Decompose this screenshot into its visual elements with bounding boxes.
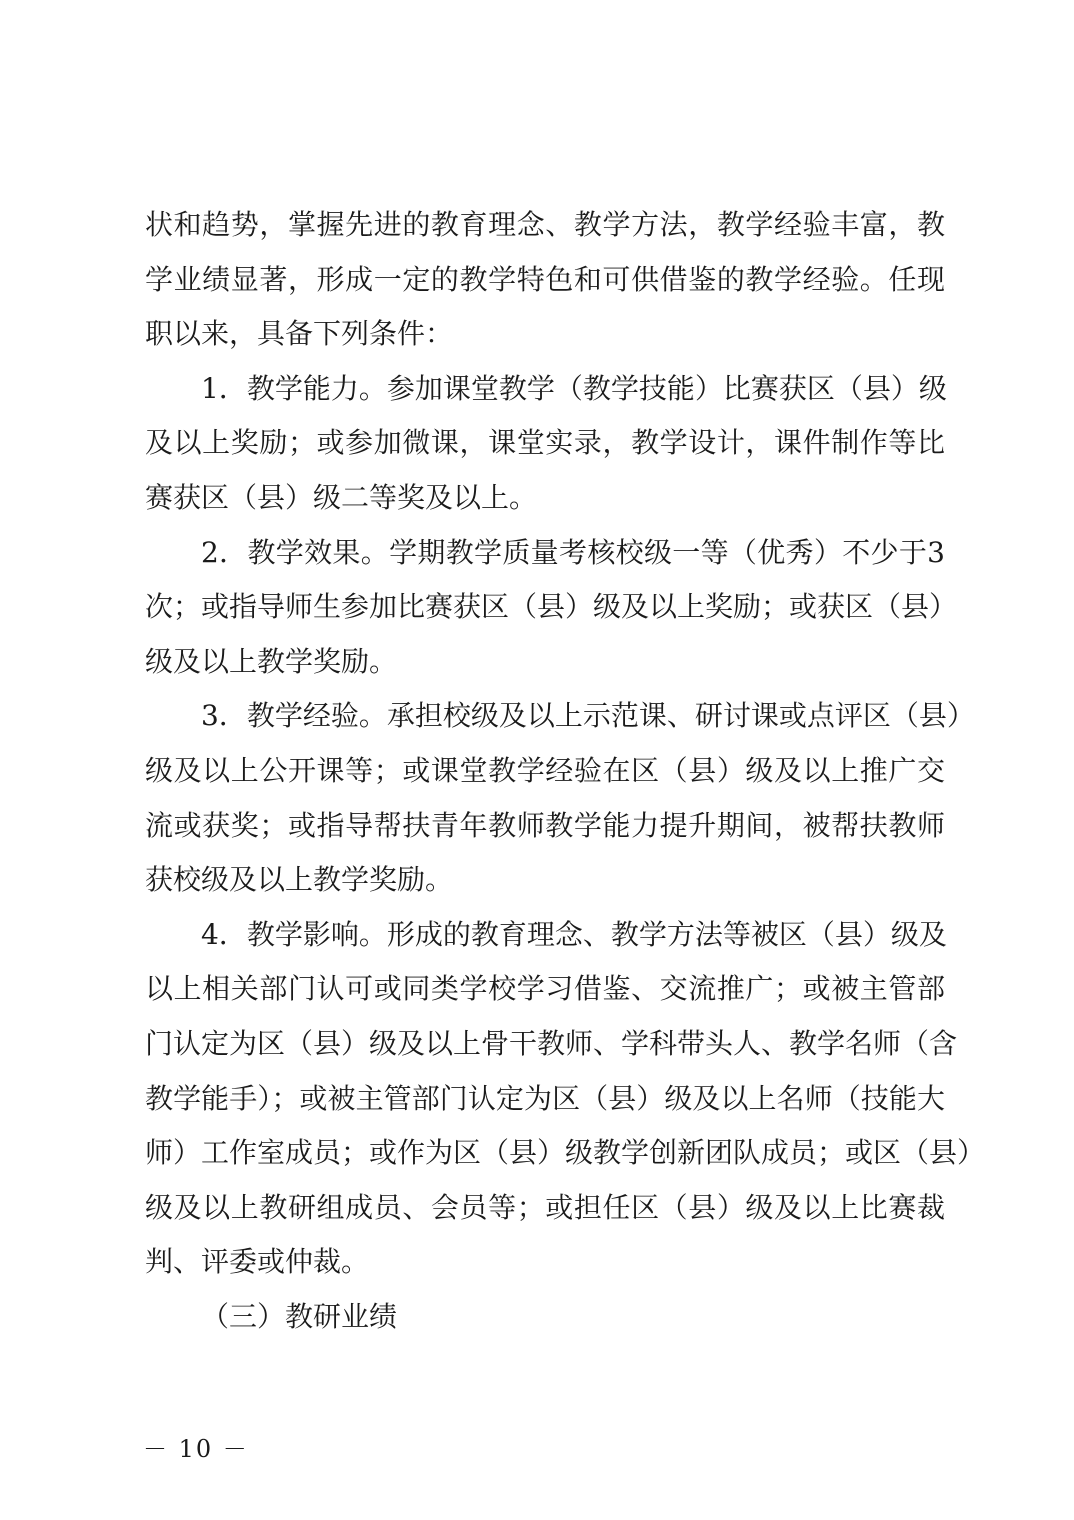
text-line: 学业绩显著，形成一定的教学特色和可供借鉴的教学经验。任现: [145, 262, 945, 296]
text-line: 级及以上公开课等；或课堂教学经验在区（县）级及以上推广交: [145, 753, 945, 787]
section-heading: （三）教研业绩: [201, 1299, 398, 1333]
text-line: 及以上奖励；或参加微课，课堂实录，教学设计，课件制作等比: [145, 426, 945, 460]
text-line: 次；或指导师生参加比赛获区（县）级及以上奖励；或获区（县）: [145, 590, 958, 624]
text-line: 门认定为区（县）级及以上骨干教师、学科带头人、教学名师（含: [145, 1026, 958, 1060]
item-2-start: 2．教学效果。学期教学质量考核校级一等（优秀）不少于3: [201, 535, 945, 569]
text-line: 状和趋势，掌握先进的教育理念、教学方法，教学经验丰富，教: [145, 208, 945, 241]
text-line: 流或获奖；或指导帮扶青年教师教学能力提升期间，被帮扶教师: [145, 808, 945, 842]
text-line: 级及以上教学奖励。: [145, 644, 398, 678]
text-line: 赛获区（县）级二等奖及以上。: [145, 480, 538, 514]
document-body: [145, 198, 986, 1344]
text-line: 教学能手）；或被主管部门认定为区（县）级及以上名师（技能大: [145, 1081, 945, 1115]
item-1-start: 1．教学能力。参加课堂教学（教学技能）比赛获区（县）级: [201, 371, 947, 405]
text-line: 获校级及以上教学奖励。: [145, 863, 454, 897]
item-3-start: 3．教学经验。承担校级及以上示范课、研讨课或点评区（县）: [201, 699, 975, 733]
text-line: 级及以上教研组成员、会员等；或担任区（县）级及以上比赛裁: [145, 1190, 945, 1224]
item-4-start: 4．教学影响。形成的教育理念、教学方法等被区（县）级及: [201, 917, 947, 951]
text-line: 职以来，具备下列条件：: [145, 317, 454, 351]
text-line: 师）工作室成员；或作为区（县）级教学创新团队成员；或区（县）: [145, 1136, 986, 1170]
page-number: － 10 －: [143, 1435, 249, 1463]
text-line: 判、评委或仲裁。: [145, 1245, 370, 1279]
text-line: 以上相关部门认可或同类学校学习借鉴、交流推广；或被主管部: [145, 972, 945, 1006]
